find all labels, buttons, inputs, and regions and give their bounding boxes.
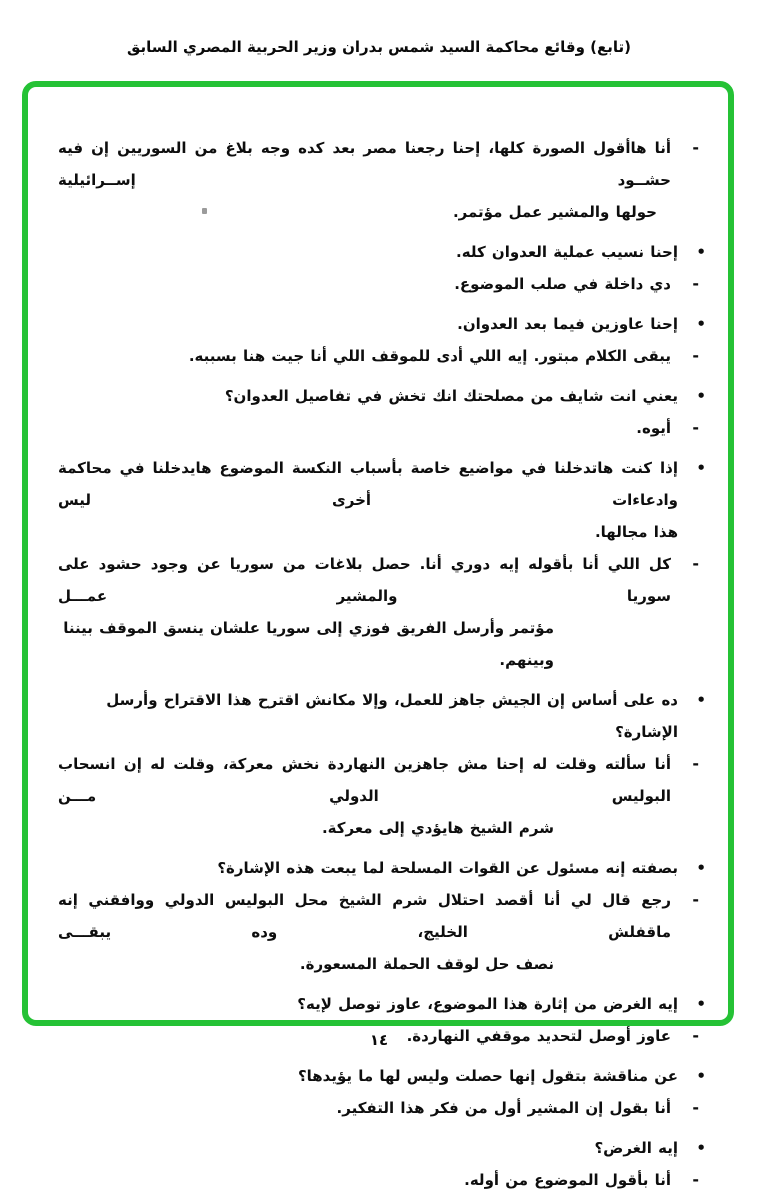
bullet-icon: • (696, 1067, 706, 1085)
dialogue-line (58, 1132, 714, 1164)
bullet-icon: • (696, 691, 706, 709)
dash-icon: - (692, 1098, 699, 1117)
dialogue-line (58, 1060, 714, 1092)
dash-icon: - (692, 1026, 699, 1045)
dialogue-text: أنا هاأقول الصورة كلها، إحنا رجعنا مصر بعد كده وجه بلاغ من السوريين إن فيه حشــود إســرائيلية (58, 139, 671, 189)
bullet-icon: • (696, 1139, 706, 1157)
qa-group (58, 308, 714, 372)
dialogue-text: كل اللي أنا بأقوله إيه دوري أنا. حصل بلاغات من سوريا عن وجود حشود على سوريا والمشير عمـــل (58, 555, 671, 605)
dialogue-text: إيه الغرض من إثارة هذا الموضوع، عاوز توصل لإيه؟ (297, 995, 678, 1013)
page-number: ١٤ (369, 1031, 389, 1049)
dash-icon: - (692, 274, 699, 293)
qa-group (58, 1060, 714, 1124)
dialogue-text: بصفته إنه مسئول عن القوات المسلحة لما يبعت هذه الإشارة؟ (217, 859, 678, 877)
dialogue-line (58, 612, 714, 676)
dialogue-line (58, 268, 714, 300)
dialogue-text: إحنا نسيب عملية العدوان كله. (456, 243, 678, 261)
dialogue-text: يعني انت شايف من مصلحتك انك تخش في تفاصيل العدوان؟ (224, 387, 678, 405)
dialogue-text: إيه الغرض؟ (594, 1139, 678, 1157)
dialogue-text: أنا بأقول الموضوع من أوله. (464, 1171, 671, 1189)
dialogue-line (58, 236, 714, 268)
dialogue-line (58, 548, 714, 612)
dialogue-line (58, 340, 714, 372)
dialogue-line (58, 852, 714, 884)
dialogue-text: يبقى الكلام مبتور. إيه اللي أدى للموقف اللي أنا جيت هنا بسببه. (188, 347, 671, 365)
dialogue-line (58, 884, 714, 948)
dialogue-text: أنا سألته وقلت له إحنا مش جاهزين النهاردة نخش معركة، وقلت له إن انسحاب البوليس الدولي مـــن (58, 755, 671, 805)
dialogue-line (58, 308, 714, 340)
dialogue-text: إحنا عاوزين فيما بعد العدوان. (457, 315, 678, 333)
dialogue-text: رجع قال لي أنا أقصد احتلال شرم الشيخ محل البوليس الدولي ووافقني إنه ماقفلش الخليج، وده يبقـــى (58, 891, 671, 941)
dash-icon: - (692, 418, 699, 437)
dash-icon: - (692, 346, 699, 365)
qa-group (58, 852, 714, 980)
dialogue-line (58, 1164, 714, 1196)
bullet-icon: • (696, 243, 706, 261)
dialogue-line (58, 412, 714, 444)
qa-group (58, 132, 714, 228)
dialogue-line (58, 380, 714, 412)
dialogue-line (58, 132, 714, 196)
dialogue-text: عاوز أوصل لتحديد موقفي النهاردة. (406, 1027, 671, 1045)
dialogue-text: دي داخلة في صلب الموضوع. (454, 275, 671, 293)
qa-group (58, 380, 714, 444)
page-title: (تابع) وقائع محاكمة السيد شمس بدران وزير الحربية المصري السابق (126, 38, 632, 56)
dialogue-line (58, 516, 714, 548)
dash-icon: - (692, 890, 699, 909)
dialogue-text: أيوه. (636, 419, 671, 437)
qa-group (58, 236, 714, 300)
dialogue-line (58, 748, 714, 812)
dash-icon: - (692, 554, 699, 573)
dialogue-text: مؤتمر وأرسل الفريق فوزي إلى سوريا علشان ينسق الموقف بيننا وبينهم. (63, 619, 554, 669)
qa-group (58, 684, 714, 844)
dash-icon: - (692, 138, 699, 157)
bullet-icon: • (696, 995, 706, 1013)
dialogue-text: شرم الشيخ هايؤدي إلى معركة. (321, 819, 554, 837)
dialogue-text: أنا بقول إن المشير أول من فكر هذا التفكير. (336, 1099, 671, 1117)
dialogue-line (58, 452, 714, 516)
dialogue-line (58, 196, 714, 228)
qa-group (58, 452, 714, 676)
dialogue-line (58, 1092, 714, 1124)
bullet-icon: • (696, 459, 706, 477)
dialogue-text: إذا كنت هاتدخلنا في مواضيع خاصة بأسباب النكسة الموضوع هايدخلنا في محاكمة وادعاءات أخرى ليس (58, 459, 678, 509)
dialogue-text: عن مناقشة بتقول إنها حصلت وليس لها ما يؤيدها؟ (297, 1067, 678, 1085)
dialogue-line (58, 948, 714, 980)
bullet-icon: • (696, 859, 706, 877)
dialogue-text: هذا مجالها. (594, 523, 678, 541)
bullet-icon: • (696, 315, 706, 333)
dash-icon: - (692, 754, 699, 773)
dialogue-line (58, 684, 714, 748)
qa-group (58, 1132, 714, 1196)
dialogue-line (58, 988, 714, 1020)
dialogue-text: نصف حل لوقف الحملة المسعورة. (299, 955, 554, 973)
dash-icon: - (692, 1170, 699, 1189)
dialogue-text: حولها والمشير عمل مؤتمر. (452, 203, 657, 221)
dialogue-text: ده على أساس إن الجيش جاهز للعمل، وإلا مكانش اقترح هذا الاقتراح وأرسل الإشارة؟ (106, 691, 678, 741)
dialogue-line (58, 812, 714, 844)
bullet-icon: • (696, 387, 706, 405)
